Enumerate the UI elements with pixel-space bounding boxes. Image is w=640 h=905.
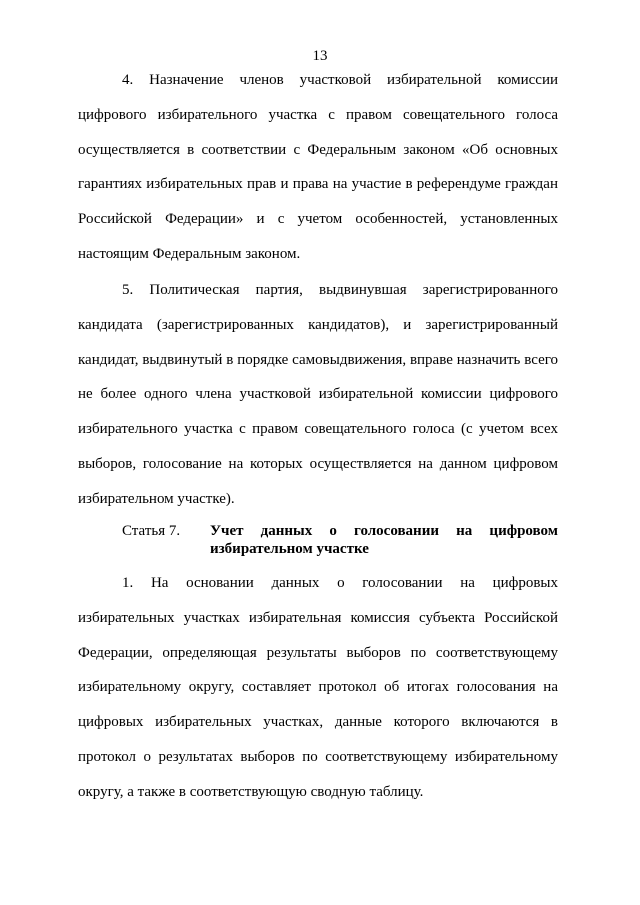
page-number: 13 bbox=[312, 48, 328, 64]
article-number: Статья 7. bbox=[122, 523, 181, 539]
paragraph-5: 5. Политическая партия, выдвинувшая зарегистрированного кандидата (зарегистрированных кандидатов), и зарегистрированный кандидат, выдвинутый в порядке самовыдвижения, вправе назначить всего не более одного члена участковой избирательной комиссии цифрового избирательного участка с правом совещательного голоса (с учетом всех выборов, голосование на которых осуществляется на данном цифровом избирательном участке). bbox=[78, 282, 558, 507]
article-title-line-1: Учет данных о голосовании на цифровом bbox=[210, 523, 558, 539]
article-title-line-2: избирательном участке bbox=[210, 541, 369, 557]
paragraph-1: 1. На основании данных о голосовании на цифровых избирательных участках избирательная комиссия субъекта Российской Федерации, определяющая результаты выборов по соответствующему избирательному округу, составляет протокол об итогах голосования на цифровых избирательных участках, данные которого включаются в протокол о результатах выборов по соответствующему избирательному округу, а также в соответствующую сводную таблицу. bbox=[78, 575, 558, 800]
article-title bbox=[210, 522, 558, 558]
paragraph-4: 4. Назначение членов участковой избирательной комиссии цифрового избирательного участка с правом совещательного голоса осуществляется в соответствии с Федеральным законом «Об основных гарантиях избирательных прав и права на участие в референдуме граждан Российской Федерации» и с учетом особенностей, установленных настоящим Федеральным законом. bbox=[78, 72, 558, 262]
